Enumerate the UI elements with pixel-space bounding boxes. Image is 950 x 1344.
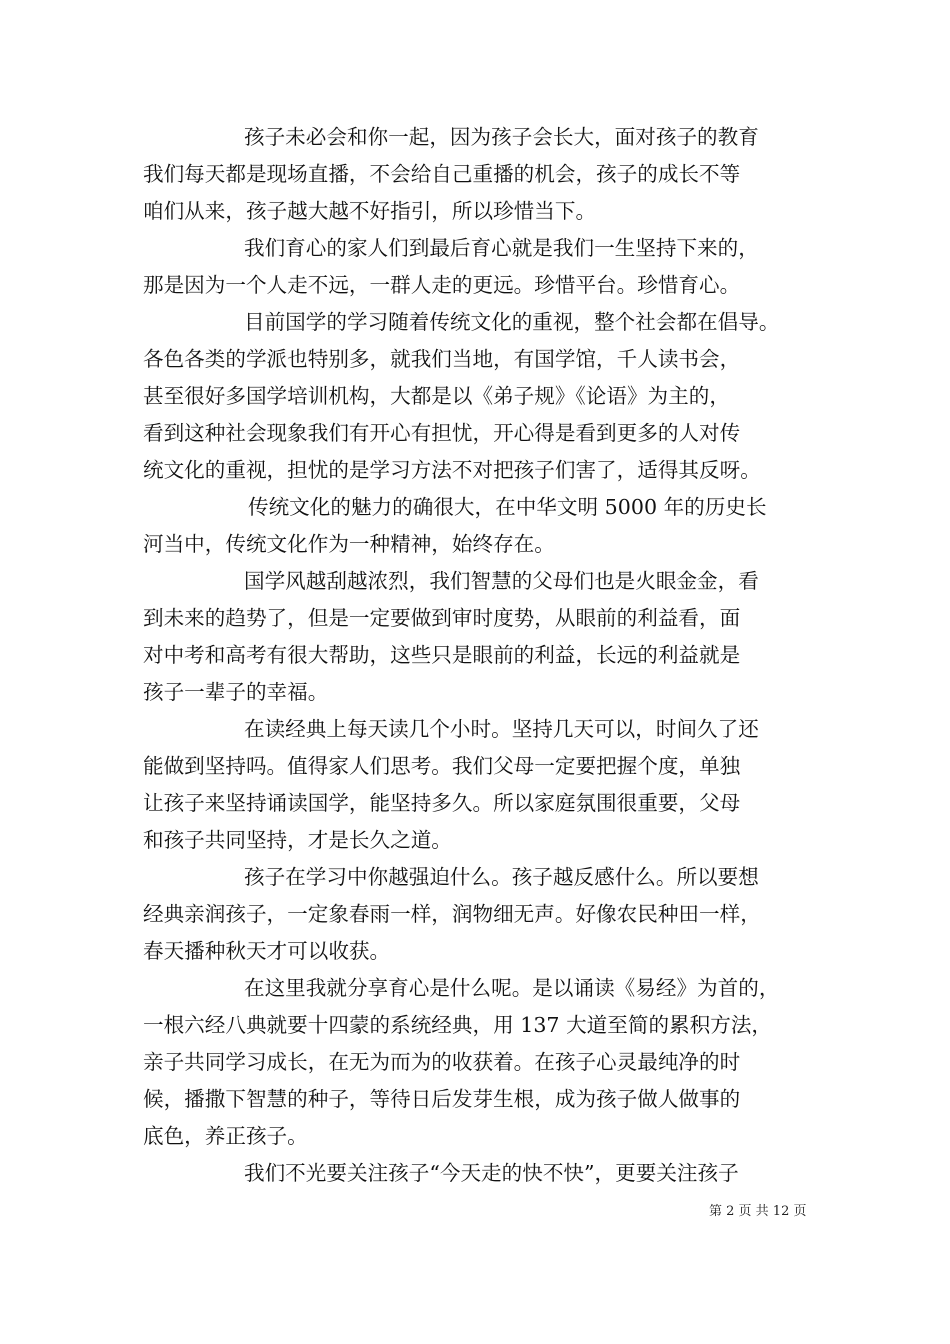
text-line: 和孩子共同坚持，才是长久之道。 [143,828,452,852]
text-line: 亲子共同学习成长，在无为而为的收获着。在孩子心灵最纯净的时 [143,1050,741,1074]
text-line: 看到这种社会现象我们有开心有担忧，开心得是看到更多的人对传 [143,421,741,445]
text-line: 甚至很好多国学培训机构，大都是以《弟子规》《论语》为主的， [143,384,730,408]
text-line: 底色，养正孩子。 [143,1124,308,1148]
text-line: 各色各类的学派也特别多，就我们当地，有国学馆，千人读书会， [143,347,741,371]
text-line: 我们不光要关注孩子“今天走的快不快”，更要关注孩子 [244,1161,739,1185]
text-line: 对中考和高考有很大帮助，这些只是眼前的利益，长远的利益就是 [143,643,741,667]
text-line: 一根六经八典就要十四蒙的系统经典，用 137 大道至简的累积方法， [143,1013,773,1037]
text-line: 孩子在学习中你越强迫什么。孩子越反感什么。所以要想 [244,865,759,889]
text-line: 我们每天都是现场直播，不会给自己重播的机会，孩子的成长不等 [143,162,741,186]
text-line: 在这里我就分享育心是什么呢。是以诵读《易经》为首的， [244,976,780,1000]
text-line: 到未来的趋势了，但是一定要做到审时度势，从眼前的利益看，面 [143,606,741,630]
text-line: 目前国学的学习随着传统文化的重视，整个社会都在倡导。 [244,310,780,334]
text-line: 传统文化的魅力的确很大，在中华文明 5000 年的历史长 [248,495,767,519]
text-line: 国学风越刮越浓烈，我们智慧的父母们也是火眼金金，看 [244,569,759,593]
text-line: 让孩子来坚持诵读国学，能坚持多久。所以家庭氛围很重要，父母 [143,791,741,815]
text-line: 我们育心的家人们到最后育心就是我们一生坚持下来的， [244,236,759,260]
text-line: 孩子一辈子的幸福。 [143,680,329,704]
text-line: 咱们从来，孩子越大越不好指引，所以珍惜当下。 [143,199,597,223]
text-line: 河当中，传统文化作为一种精神，始终存在。 [143,532,555,556]
text-line: 能做到坚持吗。值得家人们思考。我们父母一定要把握个度，单独 [143,754,741,778]
text-line: 统文化的重视，担忧的是学习方法不对把孩子们害了，适得其反呀。 [143,458,761,482]
text-line: 候，播撒下智慧的种子，等待日后发芽生根，成为孩子做人做事的 [143,1087,741,1111]
page-number-footer: 第 2 页 共 12 页 [709,1204,807,1219]
text-line: 那是因为一个人走不远，一群人走的更远。珍惜平台。珍惜育心。 [143,273,741,297]
text-line: 孩子未必会和你一起，因为孩子会长大，面对孩子的教育 [244,125,759,149]
text-line: 在读经典上每天读几个小时。坚持几天可以，时间久了还 [244,717,759,741]
text-line: 春天播种秋天才可以收获。 [143,939,391,963]
text-line: 经典亲润孩子，一定象春雨一样，润物细无声。好像农民种田一样， [143,902,761,926]
